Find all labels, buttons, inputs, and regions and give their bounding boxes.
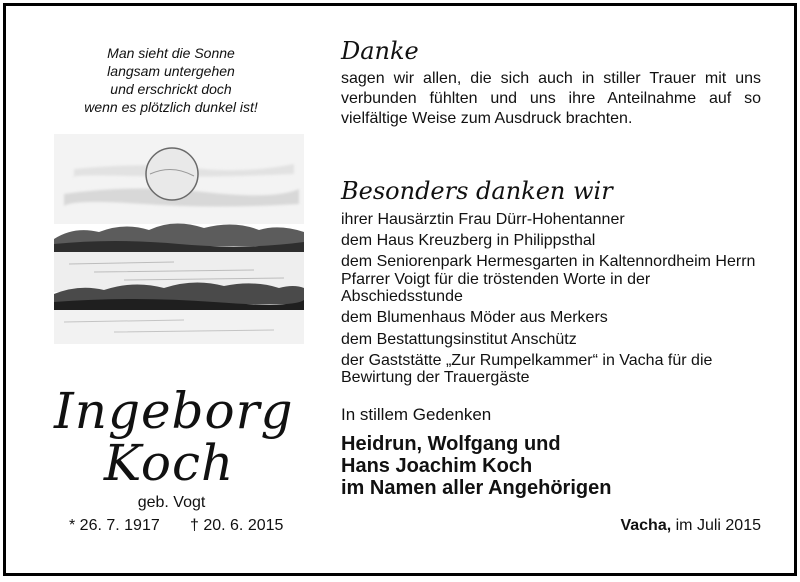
list-item: dem Bestattungsinstitut Anschütz — [341, 330, 577, 348]
thanks-heading: Danke — [341, 37, 419, 65]
thanks-line: verbunden fühlten und uns ihre Anteilnahme auf so — [341, 90, 761, 107]
poem-line: wenn es plötzlich dunkel ist! — [84, 99, 258, 115]
special-thanks-heading: Besonders danken wir — [341, 177, 613, 205]
birth-date: * 26. 7. 1917 — [69, 517, 160, 534]
in-memory-text: In stillem Gedenken — [341, 405, 492, 424]
family-line: Heidrun, Wolfgang und — [341, 433, 561, 455]
maiden-name: geb. Vogt — [137, 494, 206, 511]
place-name: Vacha, — [620, 517, 672, 534]
deceased-first-name: Ingeborg — [54, 382, 294, 440]
poem-line: Man sieht die Sonne — [107, 45, 235, 61]
place-date — [620, 517, 761, 535]
date-text: im Juli 2015 — [675, 517, 761, 534]
family-line: im Namen aller Angehörigen — [341, 477, 612, 499]
poem-line: langsam untergehen — [107, 63, 235, 79]
list-item: der Gaststätte „Zur Rumpelkammer“ in Vacha für die Bewirtung der Trauergäste — [341, 351, 713, 387]
list-item: dem Seniorenpark Hermesgarten in Kaltennordheim Herrn Pfarrer Voigt für die tröstenden Worte in der Abschiedsstunde — [341, 253, 756, 306]
thanks-line: sagen wir allen, die sich auch in stiller Trauer mit uns — [341, 70, 761, 87]
deceased-last-name: Koch — [103, 434, 235, 492]
list-item: dem Haus Kreuzberg in Philippsthal — [341, 232, 596, 250]
special-thanks-list — [341, 211, 761, 390]
sunset-landscape-illustration — [54, 134, 304, 344]
family-line: Hans Joachim Koch — [341, 455, 533, 477]
poem-line: und erschrickt doch — [110, 81, 232, 97]
thanks-line: vielfältige Weise zum Ausdruck brachten. — [341, 110, 633, 127]
right-column — [341, 6, 761, 573]
obituary-card — [3, 3, 797, 576]
death-date: † 20. 6. 2015 — [190, 517, 284, 534]
poem — [46, 44, 296, 116]
family-names — [341, 433, 761, 499]
list-item: ihrer Hausärztin Frau Dürr-Hohentanner — [341, 211, 625, 228]
thanks-paragraph — [341, 69, 761, 129]
left-column — [6, 6, 328, 573]
list-item: dem Blumenhaus Möder aus Merkers — [341, 309, 608, 327]
